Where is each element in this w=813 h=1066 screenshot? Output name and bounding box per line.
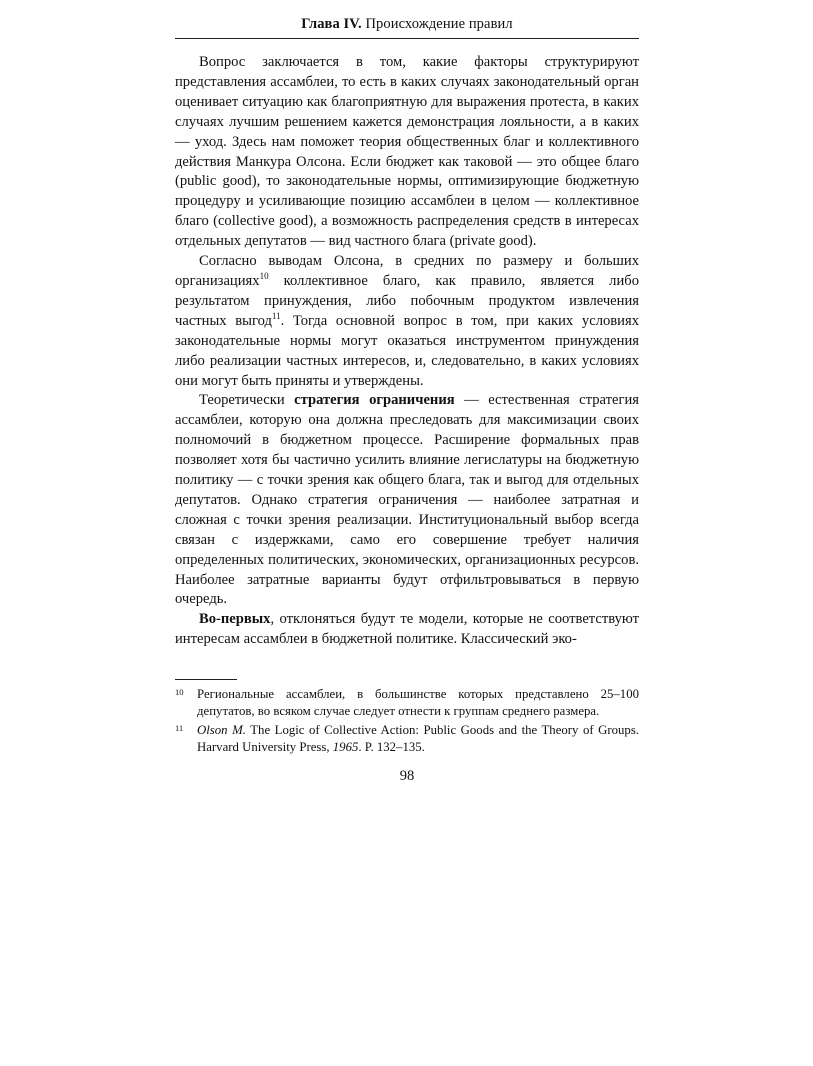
paragraph-2-part-a: Согласно выводам Олсона, в средних по размеру и больших организациях: [175, 253, 639, 289]
paragraph-4-part-b: , отклоняться будут те модели, которые не соответствуют интересам ассамблеи в бюджетной политике. Классический эко-: [175, 611, 639, 648]
footnote-ref-10[interactable]: 10: [259, 271, 269, 282]
footnote-text: Региональные ассамблеи, в большинстве которых представлено 25–100 депутатов, во всяком случае следует отнести к группам среднего размера.: [197, 687, 639, 719]
chapter-number: Глава IV.: [301, 16, 362, 32]
chapter-title: Происхождение правил: [365, 16, 513, 32]
footnote-ref-11[interactable]: 11: [271, 310, 281, 321]
paragraph-3-part-b: — естественная стратегия ассамблеи, которую она должна преследовать для максимизации своих полномочий в бюджетном процессе. Расширение формальных прав позволяет хотя бы частично усилить влияние легислатуры на бюджетную политику — с точки зрения как общего блага, так и выгод для отдельных депутатов. Однако стратегия ограничения — наиболее затратная и сложная с точки зрения реализации. Институциональный выбор всегда связан с издержками, само его совершение требует наличия определенных политических, экономических, организационных ресурсов. Наиболее затратные варианты будут отфильтровываться в первую очередь.: [175, 392, 639, 608]
running-head: [175, 14, 639, 39]
footnote-number: 10: [175, 687, 184, 698]
footnote-pages: . P. 132–135.: [358, 740, 425, 755]
book-page: [175, 14, 639, 785]
paragraph-2-part-b: коллективное благо, как правило, является либо результатом принуждения, либо побочным продуктом извлечения частных выгод: [175, 272, 639, 329]
paragraph-3-part-a: Теоретически: [199, 392, 295, 409]
page-number: 98: [399, 768, 415, 785]
footnotes: [175, 686, 639, 756]
footnote-text: The Logic of Collective Action: Public Goods and the Theory of Groups. Harvard University Press,: [197, 722, 640, 755]
paragraph-3: [175, 391, 639, 610]
paragraph-4: [175, 610, 639, 650]
term-firstly: Во-первых: [199, 611, 271, 628]
footnote-divider: [175, 679, 237, 680]
paragraph-1: Вопрос заключается в том, какие факторы структурируют представления ассамблеи, то есть в каких случаях законодательный орган оценивает ситуацию как благоприятную для выражения протеста, в каких случаях лучшим решением кажется демонстрация лояльности, а в каких — уход. Здесь нам поможет теория общественных благ и коллективного действия Манкура Олсона. Если бюджет как таковой — это общее благо (public good), то законодательные нормы, оптимизирующие бюджетную процедуру и усиливающие позицию ассамблеи в целом — коллективное благо (collective good), а возможность распределения средств в интересах отдельных депутатов — вид частного блага (private good).: [175, 54, 639, 250]
paragraph-2: [175, 252, 639, 391]
term-restriction-strategy: стратегия ограничения: [294, 392, 455, 409]
footnote-11: [175, 722, 639, 757]
paragraph-2-part-c: . Тогда основной вопрос в том, при каких условиях законодательные нормы могут оказаться инструментом принуждения либо реализации частных интересов, и, следовательно, в каких условиях они могут быть приняты и утверждены.: [175, 312, 639, 389]
body-text: [175, 53, 639, 650]
footnote-author: Olson M.: [197, 722, 246, 737]
footnote-year: 1965: [332, 740, 359, 755]
footnote-10: [175, 686, 639, 721]
footnote-number: 11: [175, 722, 184, 733]
